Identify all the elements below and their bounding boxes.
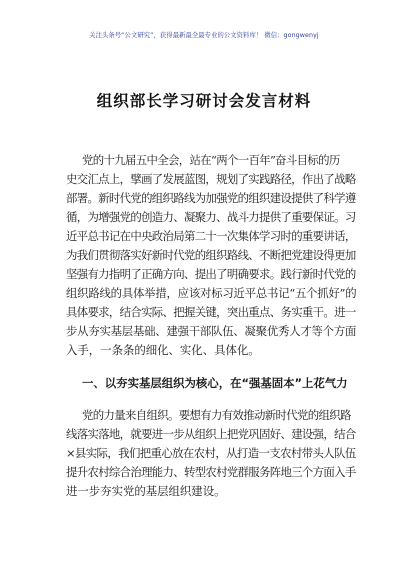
text-line: 组织路线的具体举措，应该对标习近平总书记“五个抓好”的 [66, 286, 357, 300]
text-line: 史交汇点上，擘画了发展蓝图，规划了实践路径，作出了战略 [66, 172, 356, 186]
text-line: 为我们贯彻落实好新时代党的组织路线、不断把党建设得更加 [66, 248, 356, 262]
text-line: 线落实落地，就要进一步从组织上把党巩固好、建设强，结合 [66, 427, 356, 441]
text-line: 党的力量来自组织。要想有力有效推动新时代党的组织路 [82, 408, 351, 422]
text-line: 党的十九届五中全会，站在“两个一百年”奋斗目标的历 [82, 153, 340, 167]
text-line: ×县实际，我们把重心放在农村，从打造一支农村带头人队伍 [66, 446, 356, 460]
text-line: 近平总书记在中央政治局第二十一次集体学习时的重要讲话， [66, 229, 356, 243]
text-line: 提升农村综合治理能力、转型农村党群服务阵地三个方面入手 [66, 465, 356, 479]
text-line: 部署。新时代党的组织路线为加强党的组织建设提供了科学遵 [66, 191, 356, 205]
document-title: 组织部长学习研讨会发言材料 [96, 92, 312, 110]
text-line: 入手，一条条的细化、实化、具体化。 [66, 343, 260, 357]
text-line: 进一步夯实党的基层组织建设。 [66, 484, 226, 498]
text-line: 具体要求，结合实际、把握关键，突出重点、务实重干。进一 [66, 305, 356, 319]
text-line: 坚强有力指明了正确方向、提出了明确要求。践行新时代党的 [66, 267, 356, 281]
section-heading: 一、以夯实基层组织为核心，在“强基固本”上花气力 [82, 376, 348, 390]
header-banner: 关注头条号“公文研究”，获得最新最全最专业的公文资料库！ 微信：gongwenyj [89, 32, 319, 39]
text-line: 循，为增强党的创造力、凝聚力、战斗力提供了重要保证。习 [66, 210, 356, 224]
text-line: 步从夯实基层基础、建强干部队伍、凝聚优秀人才等个方面 [66, 324, 357, 338]
